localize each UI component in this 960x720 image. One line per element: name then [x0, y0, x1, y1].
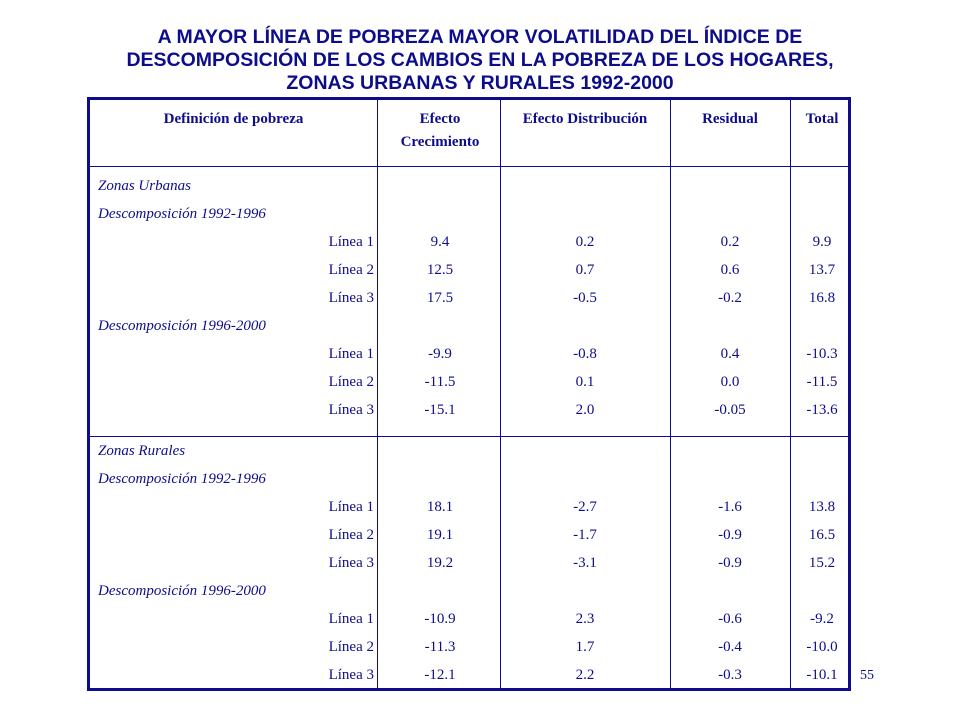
line-label: Línea 1 — [328, 346, 374, 362]
line-label: Línea 3 — [328, 555, 374, 571]
rural-period2-row — [90, 577, 848, 605]
distribution-value: -1.7 — [573, 527, 597, 543]
total-value: -10.1 — [806, 667, 838, 683]
total-value: -11.5 — [806, 374, 838, 390]
table-row — [90, 605, 848, 633]
line-label: Línea 2 — [328, 262, 374, 278]
growth-value: -9.9 — [428, 346, 452, 362]
period-label: Descomposición 1996-2000 — [98, 583, 266, 599]
header-growth-effect: Efecto Crecimiento — [400, 111, 480, 150]
growth-value: 19.2 — [426, 555, 454, 571]
line-label: Línea 1 — [328, 499, 374, 515]
table-row — [90, 228, 848, 256]
distribution-value: -2.7 — [573, 499, 597, 515]
zone-label: Zonas Urbanas — [98, 178, 191, 194]
line-label: Línea 2 — [328, 374, 374, 390]
page-number: 55 — [860, 668, 874, 683]
total-value: 13.8 — [808, 499, 836, 515]
distribution-value: 2.2 — [575, 667, 595, 683]
table-row — [90, 633, 848, 661]
total-value: -10.3 — [806, 346, 838, 362]
residual-value: 0.4 — [720, 346, 740, 362]
residual-value: -0.05 — [714, 402, 746, 418]
growth-value: 18.1 — [426, 499, 454, 515]
total-value: 9.9 — [812, 234, 832, 250]
header-residual: Residual — [702, 111, 758, 127]
period-label: Descomposición 1992-1996 — [98, 471, 266, 487]
period-label: Descomposición 1996-2000 — [98, 318, 266, 334]
table-row — [90, 256, 848, 284]
total-value: -13.6 — [806, 402, 838, 418]
residual-value: -0.9 — [718, 555, 742, 571]
zone-label: Zonas Rurales — [98, 443, 186, 459]
table-row — [90, 549, 848, 577]
growth-value: -15.1 — [424, 402, 456, 418]
residual-value: -0.6 — [718, 611, 742, 627]
total-value: 13.7 — [808, 262, 836, 278]
decomposition-table — [87, 97, 851, 691]
distribution-value: 0.2 — [575, 234, 595, 250]
title-line-1: A MAYOR LÍNEA DE POBREZA MAYOR VOLATILIDAD DEL ÍNDICE DE — [157, 26, 803, 48]
line-label: Línea 3 — [328, 290, 374, 306]
title-line-3: ZONAS URBANAS Y RURALES 1992-2000 — [286, 72, 674, 94]
line-label: Línea 2 — [328, 639, 374, 655]
growth-value: 9.4 — [430, 234, 450, 250]
growth-value: 17.5 — [426, 290, 454, 306]
table-row — [90, 396, 848, 424]
total-value: -10.0 — [806, 639, 838, 655]
residual-value: 0.6 — [720, 262, 740, 278]
growth-value: -12.1 — [424, 667, 456, 683]
header-divider — [90, 166, 848, 167]
distribution-value: 2.3 — [575, 611, 595, 627]
line-label: Línea 3 — [328, 402, 374, 418]
growth-value: -11.3 — [424, 639, 456, 655]
title-line-2: DESCOMPOSICIÓN DE LOS CAMBIOS EN LA POBREZA DE LOS HOGARES, — [126, 49, 834, 71]
table-row — [90, 284, 848, 312]
growth-value: -10.9 — [424, 611, 456, 627]
distribution-value: -0.8 — [573, 346, 597, 362]
urban-period2-row — [90, 312, 848, 340]
line-label: Línea 1 — [328, 234, 374, 250]
distribution-value: 2.0 — [575, 402, 595, 418]
header-total: Total — [805, 111, 839, 127]
table-row — [90, 521, 848, 549]
rural-period1-row — [90, 465, 848, 493]
distribution-value: -3.1 — [573, 555, 597, 571]
rural-zone-row — [90, 437, 848, 465]
line-label: Línea 3 — [328, 667, 374, 683]
table-row — [90, 368, 848, 396]
total-value: 16.8 — [808, 290, 836, 306]
total-value: 16.5 — [808, 527, 836, 543]
distribution-value: -0.5 — [573, 290, 597, 306]
residual-value: 0.2 — [720, 234, 740, 250]
distribution-value: 0.1 — [575, 374, 595, 390]
table-row — [90, 493, 848, 521]
header-definition: Definición de pobreza — [163, 111, 304, 127]
total-value: 15.2 — [808, 555, 836, 571]
period-label: Descomposición 1992-1996 — [98, 206, 266, 222]
page-title — [20, 26, 940, 95]
header-distribution-effect: Efecto Distribución — [522, 111, 648, 127]
growth-value: -11.5 — [424, 374, 456, 390]
residual-value: -0.9 — [718, 527, 742, 543]
line-label: Línea 2 — [328, 527, 374, 543]
residual-value: 0.0 — [720, 374, 740, 390]
growth-value: 19.1 — [426, 527, 454, 543]
line-label: Línea 1 — [328, 611, 374, 627]
table-row — [90, 661, 848, 689]
residual-value: -0.4 — [718, 639, 742, 655]
residual-value: -0.2 — [718, 290, 742, 306]
residual-value: -0.3 — [718, 667, 742, 683]
urban-zone-row — [90, 172, 848, 200]
distribution-value: 1.7 — [575, 639, 595, 655]
growth-value: 12.5 — [426, 262, 454, 278]
distribution-value: 0.7 — [575, 262, 595, 278]
residual-value: -1.6 — [718, 499, 742, 515]
urban-period1-row — [90, 200, 848, 228]
table-row — [90, 340, 848, 368]
total-value: -9.2 — [810, 611, 834, 627]
